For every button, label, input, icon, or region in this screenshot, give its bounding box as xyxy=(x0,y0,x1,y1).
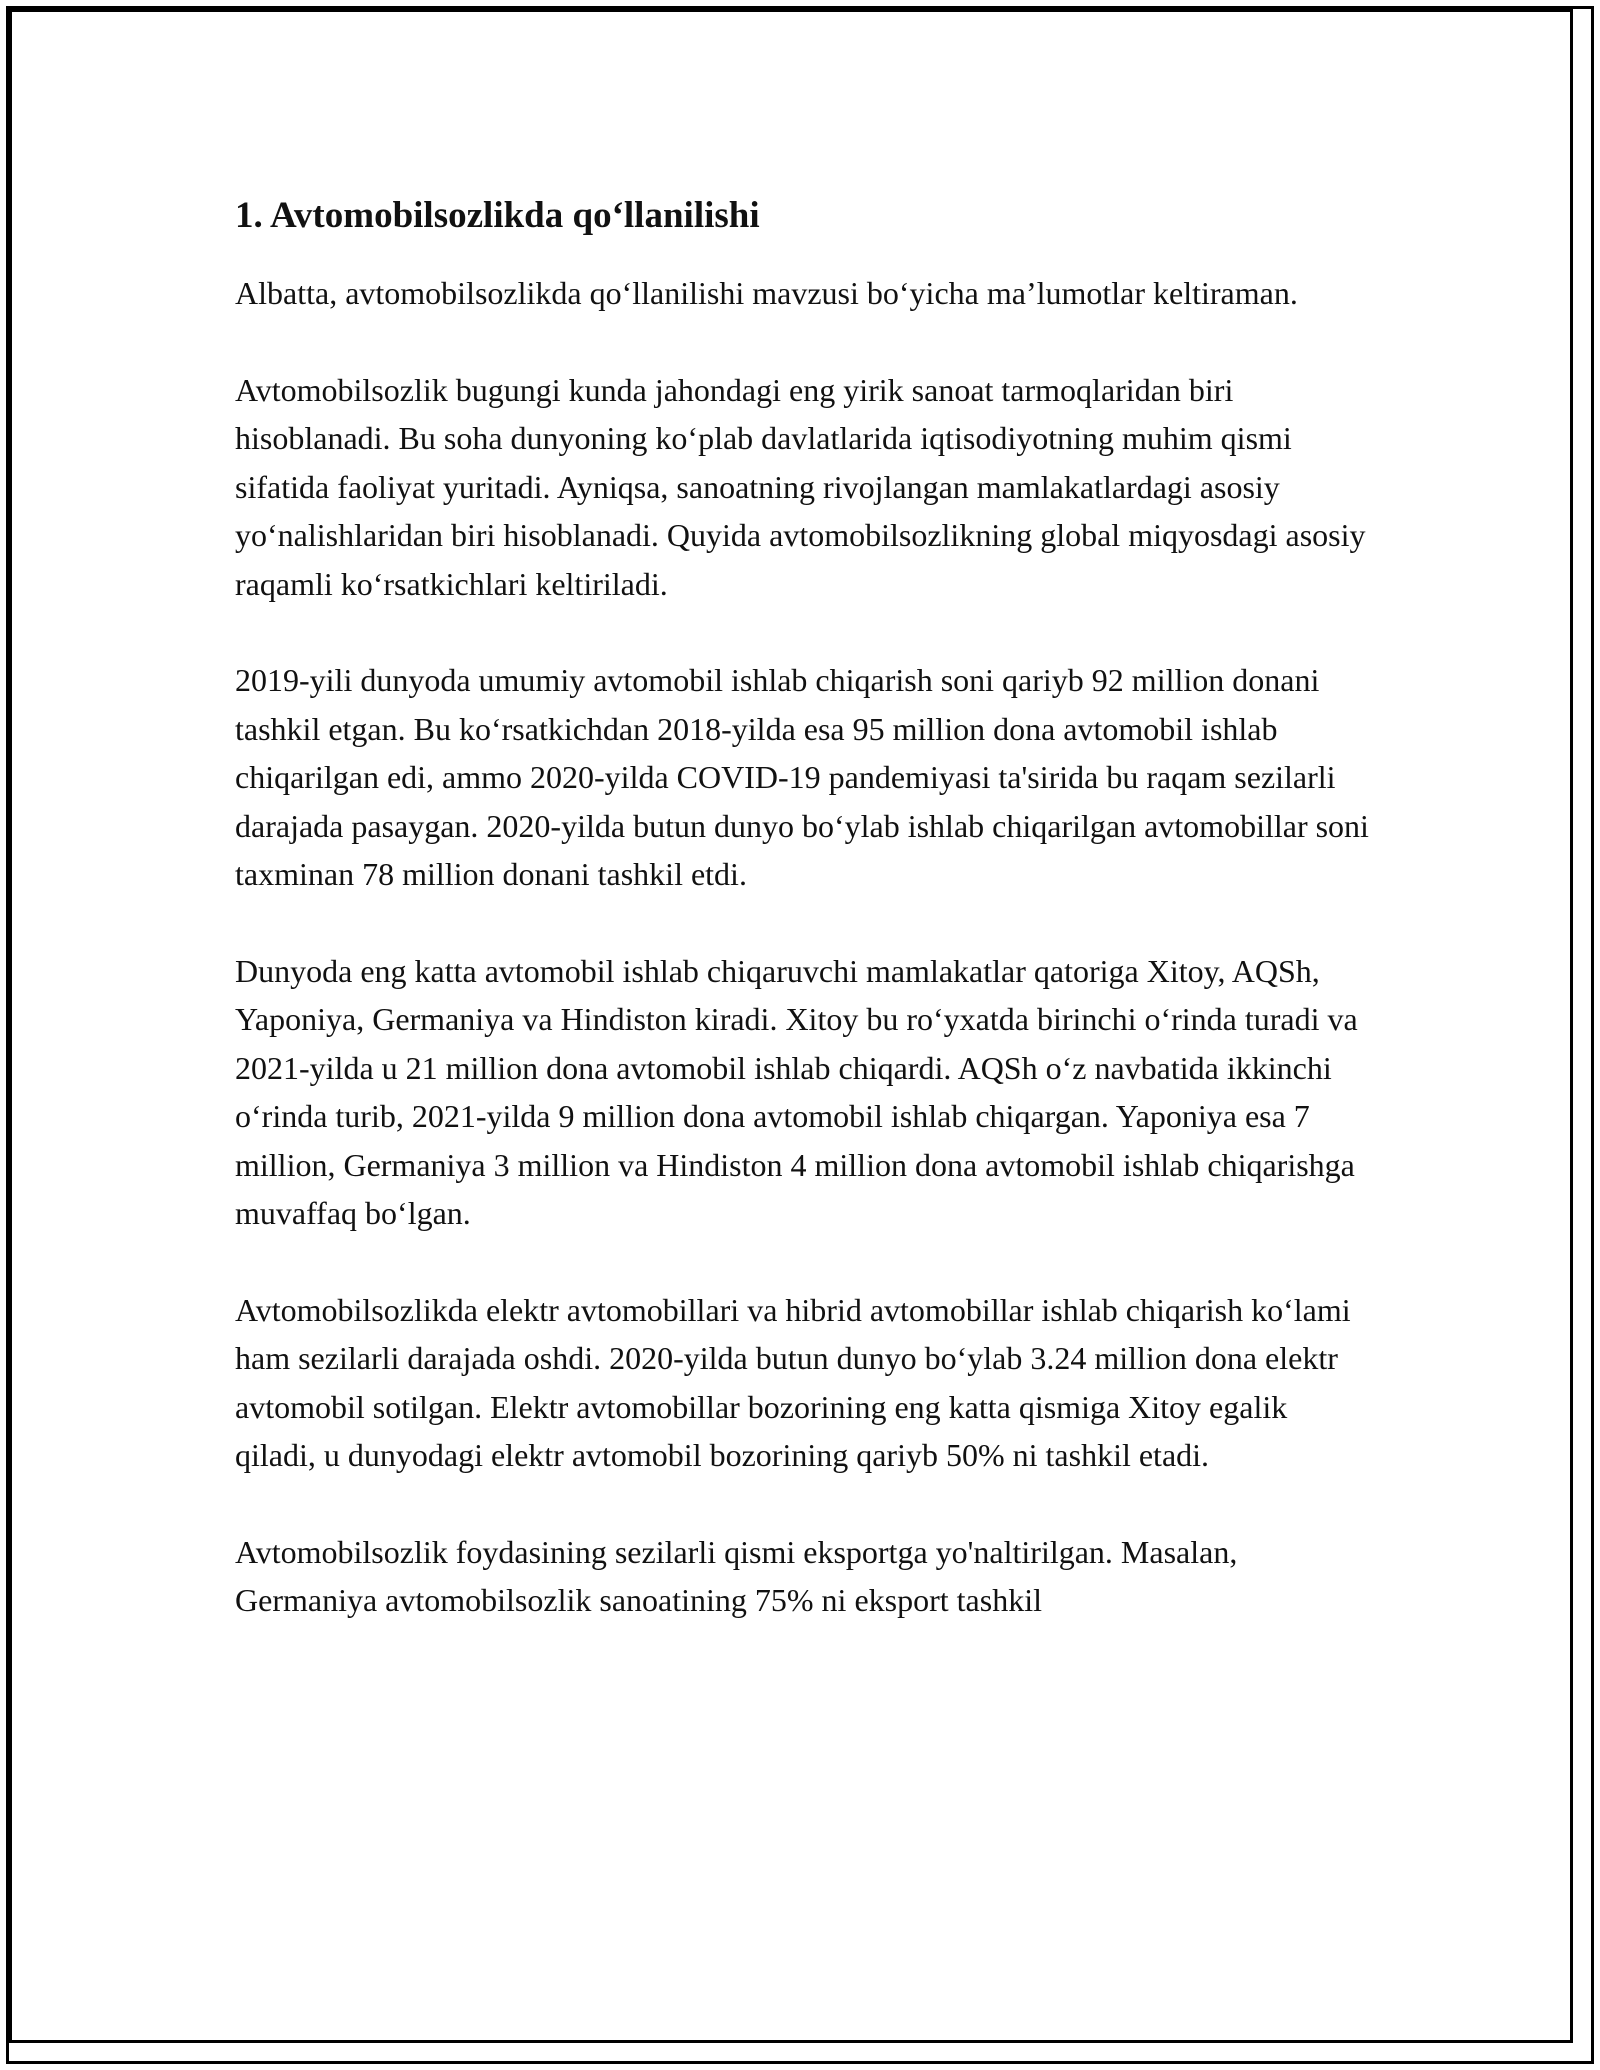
paragraph-industry-overview: Avtomobilsozlik bugungi kunda jahondagi eng yirik sanoat tarmoqlaridan biri hisoblanadi. Bu soha dunyoning ko‘plab davlatlarida iqtisodiyotning muhim qismi sifatida faoliyat yuritadi. Ayniqsa, sanoatning rivojlangan mamlakatlardagi asosiy yo‘nalishlaridan biri hisoblanadi. Quyida avtomobilsozlikning global miqyosdagi asosiy raqamli ko‘rsatkichlari keltiriladi. xyxy=(235,371,1366,602)
document-body xyxy=(235,185,1375,1625)
paragraph-electric-vehicles: Avtomobilsozlikda elektr avtomobillari va hibrid avtomobillar ishlab chiqarish ko‘lami ham sezilarli darajada oshdi. 2020-yilda butun dunyo bo‘ylab 3.24 million dona elektr avtomobil sotilgan. Elektr avtomobillar bozorining eng katta qismiga Xitoy egalik qiladi, u dunyodagi elektr avtomobil bozorining qariyb 50% ni tashkil etadi. xyxy=(235,1291,1351,1473)
paragraph-intro: Albatta, avtomobilsozlikda qo‘llanilishi mavzusi bo‘yicha ma’lumotlar keltiraman. xyxy=(235,275,1298,311)
paragraph-production-statistics: 2019-yili dunyoda umumiy avtomobil ishlab chiqarish soni qariyb 92 million donani tashkil etgan. Bu ko‘rsatkichdan 2018-yilda esa 95 million dona avtomobil ishlab chiqarilgan edi, ammo 2020-yilda COVID-19 pandemiyasi ta'sirida bu raqam sezilarli darajada pasaygan. 2020-yilda butun dunyo bo‘ylab ishlab chiqarilgan avtomobillar soni taxminan 78 million donani tashkil etdi. xyxy=(235,662,1369,892)
paragraph-exports: Avtomobilsozlik foydasining sezilarli qismi eksportga yo'naltirilgan. Masalan, Germaniya avtomobilsozlik sanoatining 75% ni eksport tashkil xyxy=(235,1533,1238,1618)
section-heading: 1. Avtomobilsozlikda qo‘llanilishi xyxy=(235,195,760,236)
paragraph-top-producers: Dunyoda eng katta avtomobil ishlab chiqaruvchi mamlakatlar qatoriga Xitoy, AQSh, Yaponiya, Germaniya va Hindiston kiradi. Xitoy bu ro‘yxatda birinchi o‘rinda turadi va 2021-yilda u 21 million dona avtomobil ishlab chiqardi. AQSh o‘z navbatida ikkinchi o‘rinda turib, 2021-yilda 9 million dona avtomobil ishlab chiqargan. Yaponiya esa 7 million, Germaniya 3 million va Hindiston 4 million dona avtomobil ishlab chiqarishga muvaffaq bo‘lgan. xyxy=(235,952,1358,1231)
